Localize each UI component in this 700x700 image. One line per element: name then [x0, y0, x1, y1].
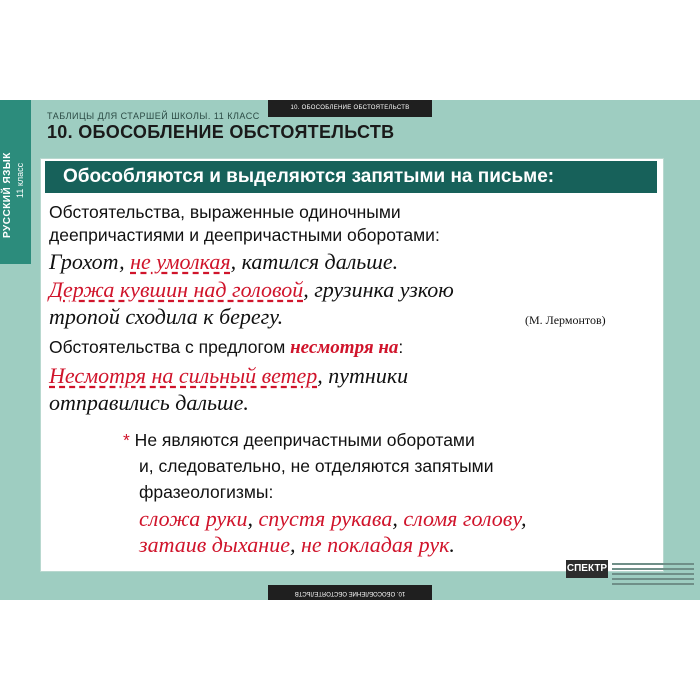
bottom-strip: 10. ОБОСОБЛЕНИЕ ОБСТОЯТЕЛЬСТВ	[268, 585, 432, 600]
grade-label: 11 класс	[15, 162, 25, 198]
idiom-e: не покладая рук	[300, 532, 450, 557]
poster	[0, 100, 700, 600]
idioms-line2	[139, 532, 455, 558]
sep-1: ,	[247, 506, 259, 531]
note-line1	[123, 430, 475, 451]
rule2	[49, 337, 403, 359]
example1	[49, 249, 398, 275]
idiom-d: затаив дыхание	[139, 532, 290, 557]
author: (М. Лермонтов)	[525, 313, 606, 327]
idioms-line1	[139, 506, 527, 532]
example3-line2: отправились дальше.	[49, 390, 249, 415]
example2-red: Держа кувшин над головой	[49, 277, 304, 302]
rule2-red: несмотря на	[290, 337, 399, 358]
sep-4: ,	[289, 532, 301, 557]
publisher-logo: СПЕКТР	[566, 560, 608, 578]
end-period: .	[449, 532, 455, 557]
subject-label: РУССКИЙ ЯЗЫК	[2, 152, 13, 238]
rule2-text: Обстоятельства с предлогом	[49, 337, 291, 357]
example2-post: , грузинка узкою	[303, 277, 454, 302]
publisher-fine-print	[612, 560, 694, 594]
example2-line2: тропой сходила к берегу.	[49, 304, 284, 329]
side-tab-text	[2, 152, 26, 238]
rule1-line2: деепричастиями и деепричастными оборотами:	[49, 225, 440, 245]
idiom-a: сложа руки	[139, 506, 248, 531]
side-tab	[0, 100, 31, 264]
note-line3: фразеологизмы:	[139, 482, 274, 502]
example3-line1	[49, 363, 408, 389]
rule2-colon: :	[398, 337, 404, 357]
banner-heading: Обособляются и выделяются запятыми на письме:	[45, 161, 657, 193]
content-panel	[40, 158, 664, 572]
rule1-line1: Обстоятельства, выраженные одиночными	[49, 202, 401, 222]
example1-post: , катился дальше.	[230, 249, 399, 274]
sep-3: ,	[521, 506, 527, 531]
top-strip: 10. ОБОСОБЛЕНИЕ ОБСТОЯТЕЛЬСТВ	[268, 100, 432, 117]
idiom-c: сломя голову	[403, 506, 521, 531]
note-line2: и, следовательно, не отделяются запятыми	[139, 456, 494, 476]
example3-post: , путники	[317, 363, 409, 388]
asterisk: *	[123, 430, 130, 450]
sep-2: ,	[392, 506, 404, 531]
page-title: 10. ОБОСОБЛЕНИЕ ОБСТОЯТЕЛЬСТВ	[47, 122, 395, 142]
note-text1: Не являются деепричастными оборотами	[129, 430, 475, 450]
series-header: ТАБЛИЦЫ ДЛЯ СТАРШЕЙ ШКОЛЫ. 11 КЛАСС	[47, 111, 260, 121]
example3-red: Несмотря на сильный ветер	[49, 363, 318, 388]
example2-line1	[49, 277, 454, 303]
example1-pre: Грохот,	[49, 249, 131, 274]
example1-red: не умолкая	[130, 249, 231, 274]
idiom-b: спустя рукава	[258, 506, 393, 531]
